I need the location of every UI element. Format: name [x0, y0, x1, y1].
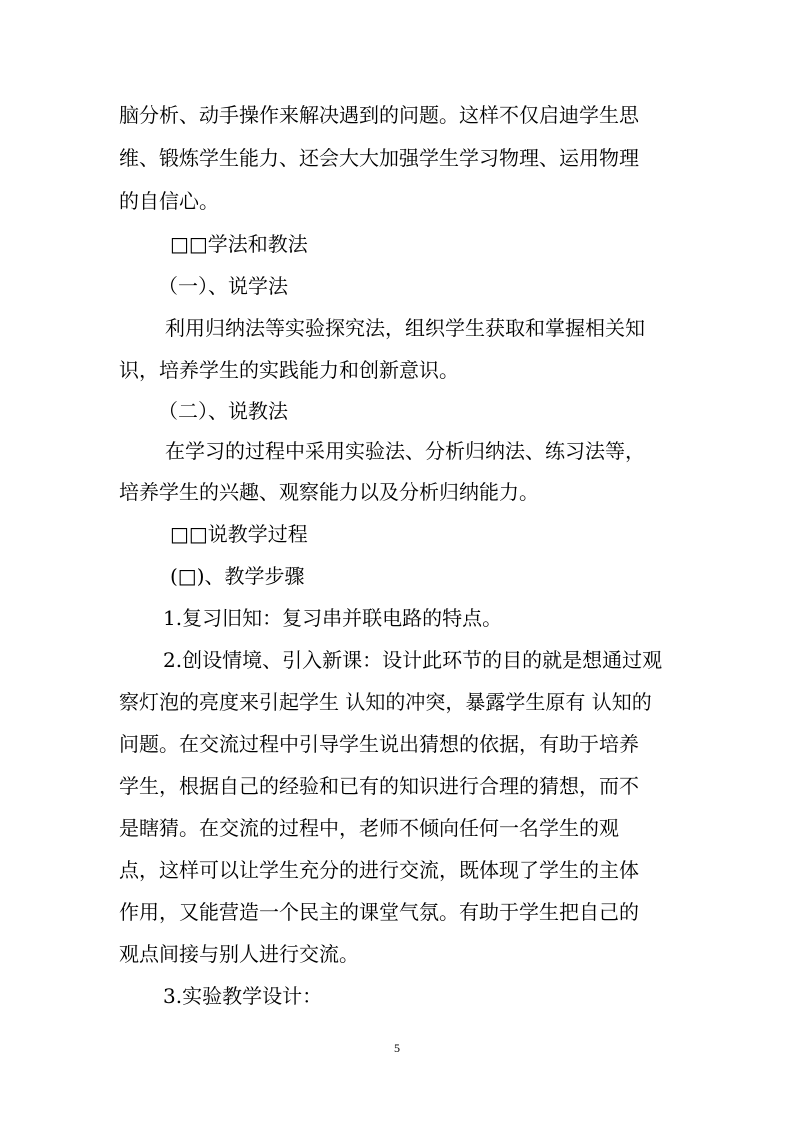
paragraph-line: 利用归纳法等实验探究法，组织学生获取和掌握相关知 [165, 316, 645, 340]
paragraph-line: 点，这样可以让学生充分的进行交流，既体现了学生的主体 [119, 858, 639, 882]
paragraph-line: 在学习的过程中采用实验法、分析归纳法、练习法等， [165, 439, 645, 463]
subsection-heading: （一）、说学法 [158, 274, 288, 298]
list-item: 1.复习旧知：复习串并联电路的特点。 [163, 606, 503, 630]
paragraph-line: 学生，根据自己的经验和已有的知识进行合理的猜想，而不 [119, 774, 639, 798]
paragraph-line: 问题。在交流过程中引导学生说出猜想的依据，有助于培养 [119, 732, 639, 756]
paragraph-line: 培养学生的兴趣、观察能力以及分析归纳能力。 [119, 480, 539, 504]
paragraph-line: 识，培养学生的实践能力和创新意识。 [119, 358, 459, 382]
list-item: 2.创设情境、引入新课：设计此环节的目的就是想通过观 [163, 648, 663, 672]
paragraph-line: 是瞎猜。在交流的过程中，老师不倾向任何一名学生的观 [119, 816, 619, 840]
page-number: 5 [394, 1041, 400, 1055]
subsection-heading: (□)、教学步骤 [170, 564, 305, 588]
section-heading: □□学法和教法 [170, 232, 308, 256]
list-item: 3.实验教学设计： [163, 984, 323, 1008]
paragraph-line: 脑分析、动手操作来解决遇到的问题。这样不仅启迪学生思 [119, 103, 639, 127]
paragraph-line: 作用，又能营造一个民主的课堂气氛。有助于学生把自己的 [119, 900, 639, 924]
paragraph-line: 的自信心。 [119, 189, 219, 213]
paragraph-line: 维、锻炼学生能力、还会大大加强学生学习物理、运用物理 [119, 146, 639, 170]
subsection-heading: （二）、说教法 [158, 399, 288, 423]
section-heading: □□说教学过程 [170, 522, 308, 546]
paragraph-line: 察灯泡的亮度来引起学生 认知的冲突，暴露学生原有 认知的 [119, 690, 652, 714]
paragraph-line: 观点间接与别人进行交流。 [119, 942, 359, 966]
